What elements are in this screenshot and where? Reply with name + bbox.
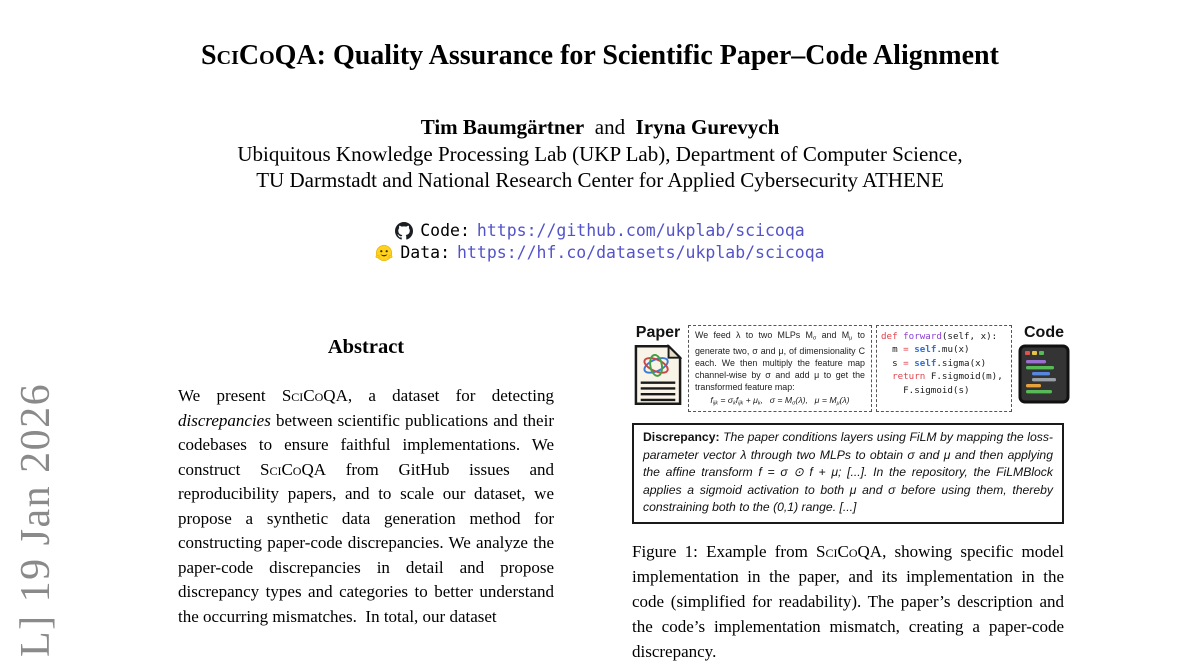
abstract-body: We present SciCoQA, a dataset for detecting discrepancies between scientific publications and their codebases to ensure faithful implementations. We construct SciCoQA from GitHub issues and reproducibility papers, and to scale our dataset, we propose a synthetic data generation method for constructing paper-code discrepancies. We analyze the paper-code discrepancies in detail and propose discrepancy types and categories to better understand the occurring mismatches. In total, our dataset [178,386,555,626]
code-side [1016,325,1072,404]
figure-1 [632,325,1064,664]
paper-excerpt-text: We feed λ to two MLPs $M_\sigma$ and $M_\mu$ to generate two, σ and μ, of dimensionality C each. We then multiply the feature map channel-wise by σ and add μ to get the transformed feature map: [695,330,865,392]
paper-side [632,325,684,406]
abstract-heading: Abstract [327,336,405,358]
data-link-url[interactable]: https://hf.co/datasets/ukplab/scicoqa [457,243,825,262]
code-link-label: Code: [420,221,470,240]
figure-top-row [632,325,1064,412]
code-snippet-box: def forward(self, x): m = self.mu(x) s = self.sigma(x) return F.sigmoid(m), F.sigmoid(s) [876,325,1012,412]
code-link-row [395,221,805,240]
figure-caption: Figure 1: Example from SciCoQA, showing specific model implementation in the paper, and its implementation in the code (simplified for readability). The paper’s description and the code’s implementation mismatch, creating a paper-code discrepancy. [632,541,1065,661]
code-label: Code [1024,324,1064,341]
affiliation-line-2: TU Darmstadt and National Research Center for Applied Cybersecurity ATHENE [256,168,944,192]
resource-links [0,221,1200,262]
paper-formula: $f_{ijk} = \sigma_kf_{ijk} + \mu_k$, $\sigma = M_\sigma(\lambda)$, $\mu = M_\mu(\lambda)$ [710,395,850,407]
arxiv-stamp: L] 19 Jan 2026 [13,382,59,657]
hugging-face-icon [375,244,393,262]
paper-label: Paper [635,324,681,341]
code-link-url[interactable]: https://github.com/ukplab/scicoqa [476,221,805,240]
data-link-label: Data: [400,243,451,262]
github-icon [395,222,413,240]
authors-line: Tim Baumgärtner and Iryna Gurevych [420,115,780,139]
data-link-row [375,243,824,262]
paper-excerpt-box [688,325,872,412]
affiliation-line-1: Ubiquitous Knowledge Processing Lab (UKP Lab), Department of Computer Science, [237,142,963,166]
paper-title: SciCoQA: Quality Assurance for Scientific Paper–Code Alignment [201,40,999,71]
paper-document-icon [634,344,682,406]
code-editor-icon [1018,344,1070,404]
discrepancy-box: Discrepancy: The paper conditions layers using FiLM by mapping the loss-parameter vector λ through two MLPs to obtain σ and μ and then applying the affine transform f = σ ⊙ f + μ; [...]. In the repository, the FiLMBlock applies a sigmoid activation to both μ and σ before using them, thereby constraining both to the (0,1) range. [...] [632,423,1064,524]
abstract-section [178,336,554,629]
